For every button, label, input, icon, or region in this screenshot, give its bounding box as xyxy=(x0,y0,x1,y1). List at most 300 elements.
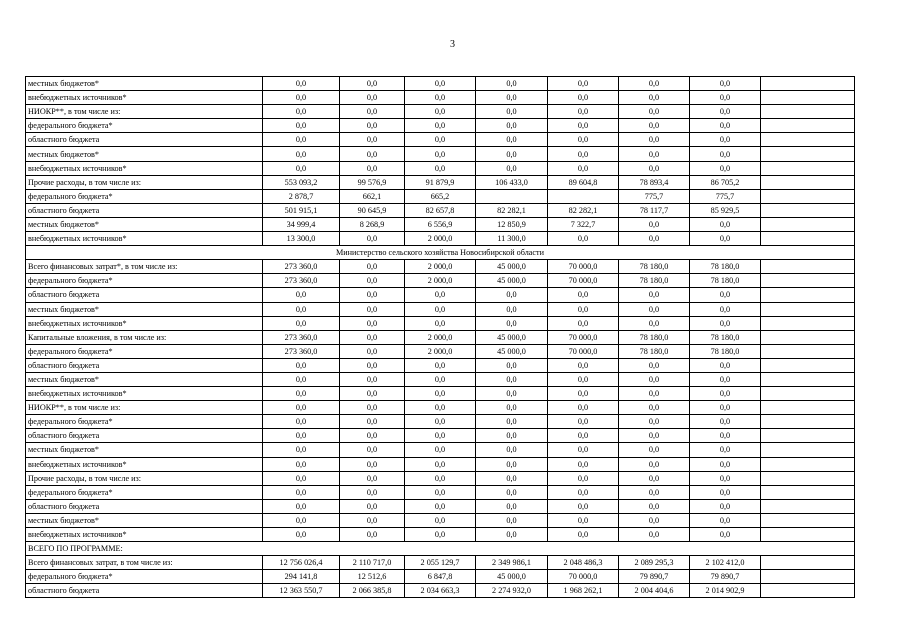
value-cell: 0,0 xyxy=(263,316,340,330)
row-label: Прочие расходы, в том числе из: xyxy=(26,471,263,485)
table-row xyxy=(26,457,855,471)
row-label: внебюджетных источников* xyxy=(26,457,263,471)
value-cell: 0,0 xyxy=(340,344,405,358)
value-cell: 2 089 295,3 xyxy=(619,556,690,570)
value-cell: 0,0 xyxy=(263,91,340,105)
value-cell: 0,0 xyxy=(476,77,548,91)
value-cell: 0,0 xyxy=(405,372,476,386)
table-row xyxy=(26,147,855,161)
value-cell: 34 999,4 xyxy=(263,217,340,231)
value-cell: 273 360,0 xyxy=(263,260,340,274)
value-cell: 0,0 xyxy=(340,485,405,499)
value-cell: 0,0 xyxy=(690,372,761,386)
value-cell: 79 890,7 xyxy=(619,570,690,584)
value-cell xyxy=(548,189,619,203)
value-cell: 2 000,0 xyxy=(405,344,476,358)
row-label: местных бюджетов* xyxy=(26,77,263,91)
value-cell: 6 556,9 xyxy=(405,217,476,231)
value-cell: 0,0 xyxy=(263,147,340,161)
row-label: федерального бюджета* xyxy=(26,189,263,203)
row-label: местных бюджетов* xyxy=(26,513,263,527)
empty-cell xyxy=(761,372,855,386)
table-row xyxy=(26,513,855,527)
value-cell: 0,0 xyxy=(263,471,340,485)
value-cell: 501 915,1 xyxy=(263,203,340,217)
value-cell: 0,0 xyxy=(619,485,690,499)
value-cell: 0,0 xyxy=(619,499,690,513)
value-cell: 0,0 xyxy=(619,232,690,246)
value-cell: 0,0 xyxy=(405,513,476,527)
value-cell: 12 512,6 xyxy=(340,570,405,584)
value-cell: 0,0 xyxy=(405,443,476,457)
value-cell: 0,0 xyxy=(476,429,548,443)
value-cell: 0,0 xyxy=(405,119,476,133)
value-cell: 0,0 xyxy=(690,133,761,147)
value-cell: 0,0 xyxy=(263,457,340,471)
value-cell: 70 000,0 xyxy=(548,260,619,274)
row-label: федерального бюджета* xyxy=(26,570,263,584)
value-cell: 0,0 xyxy=(548,105,619,119)
value-cell: 0,0 xyxy=(340,77,405,91)
value-cell: 273 360,0 xyxy=(263,274,340,288)
value-cell: 553 093,2 xyxy=(263,175,340,189)
value-cell: 78 180,0 xyxy=(619,344,690,358)
empty-cell xyxy=(761,119,855,133)
table-row xyxy=(26,443,855,457)
value-cell: 0,0 xyxy=(340,457,405,471)
row-label: внебюджетных источников* xyxy=(26,316,263,330)
value-cell: 0,0 xyxy=(263,302,340,316)
value-cell: 0,0 xyxy=(619,288,690,302)
value-cell: 90 645,9 xyxy=(340,203,405,217)
empty-cell xyxy=(761,429,855,443)
table-row xyxy=(26,372,855,386)
value-cell: 0,0 xyxy=(619,358,690,372)
value-cell: 0,0 xyxy=(690,471,761,485)
value-cell: 11 300,0 xyxy=(476,232,548,246)
value-cell: 78 180,0 xyxy=(690,260,761,274)
value-cell: 78 180,0 xyxy=(619,260,690,274)
value-cell: 0,0 xyxy=(690,105,761,119)
value-cell: 0,0 xyxy=(263,429,340,443)
value-cell: 2 102 412,0 xyxy=(690,556,761,570)
table-row xyxy=(26,203,855,217)
value-cell: 86 705,2 xyxy=(690,175,761,189)
value-cell: 2 110 717,0 xyxy=(340,556,405,570)
value-cell: 0,0 xyxy=(548,119,619,133)
value-cell: 0,0 xyxy=(548,302,619,316)
value-cell: 82 657,8 xyxy=(405,203,476,217)
table-row xyxy=(26,584,855,598)
value-cell: 0,0 xyxy=(476,316,548,330)
value-cell: 0,0 xyxy=(405,161,476,175)
value-cell: 0,0 xyxy=(476,471,548,485)
value-cell: 0,0 xyxy=(548,372,619,386)
empty-cell xyxy=(761,401,855,415)
value-cell: 70 000,0 xyxy=(548,344,619,358)
value-cell: 0,0 xyxy=(619,105,690,119)
value-cell: 0,0 xyxy=(548,161,619,175)
value-cell: 0,0 xyxy=(548,91,619,105)
row-label: внебюджетных источников* xyxy=(26,387,263,401)
value-cell: 0,0 xyxy=(263,443,340,457)
value-cell: 78 180,0 xyxy=(619,274,690,288)
row-label: федерального бюджета* xyxy=(26,344,263,358)
row-label: местных бюджетов* xyxy=(26,302,263,316)
empty-cell xyxy=(761,217,855,231)
empty-cell xyxy=(761,499,855,513)
value-cell: 82 282,1 xyxy=(548,203,619,217)
row-label: федерального бюджета* xyxy=(26,415,263,429)
value-cell: 0,0 xyxy=(405,358,476,372)
value-cell: 89 604,8 xyxy=(548,175,619,189)
empty-cell xyxy=(761,528,855,542)
value-cell: 0,0 xyxy=(690,119,761,133)
value-cell: 2 349 986,1 xyxy=(476,556,548,570)
value-cell: 2 066 385,8 xyxy=(340,584,405,598)
value-cell: 0,0 xyxy=(690,485,761,499)
value-cell: 0,0 xyxy=(405,316,476,330)
value-cell: 0,0 xyxy=(476,499,548,513)
value-cell: 0,0 xyxy=(340,302,405,316)
value-cell: 0,0 xyxy=(263,372,340,386)
value-cell: 106 433,0 xyxy=(476,175,548,189)
value-cell: 0,0 xyxy=(340,316,405,330)
value-cell: 0,0 xyxy=(619,316,690,330)
table-row xyxy=(26,387,855,401)
value-cell: 0,0 xyxy=(690,513,761,527)
value-cell: 0,0 xyxy=(548,429,619,443)
value-cell: 13 300,0 xyxy=(263,232,340,246)
value-cell: 79 890,7 xyxy=(690,570,761,584)
value-cell: 0,0 xyxy=(619,401,690,415)
value-cell: 0,0 xyxy=(690,358,761,372)
empty-cell xyxy=(761,415,855,429)
heading-row xyxy=(26,542,855,556)
value-cell: 12 850,9 xyxy=(476,217,548,231)
value-cell: 99 576,9 xyxy=(340,175,405,189)
value-cell: 0,0 xyxy=(340,443,405,457)
value-cell: 85 929,5 xyxy=(690,203,761,217)
value-cell: 0,0 xyxy=(263,288,340,302)
value-cell: 0,0 xyxy=(340,147,405,161)
value-cell: 0,0 xyxy=(548,77,619,91)
value-cell: 0,0 xyxy=(476,443,548,457)
value-cell: 0,0 xyxy=(476,401,548,415)
table-row xyxy=(26,358,855,372)
value-cell: 0,0 xyxy=(619,147,690,161)
value-cell: 0,0 xyxy=(619,513,690,527)
value-cell: 0,0 xyxy=(263,133,340,147)
value-cell: 0,0 xyxy=(476,415,548,429)
value-cell: 0,0 xyxy=(548,401,619,415)
value-cell: 0,0 xyxy=(619,161,690,175)
value-cell: 45 000,0 xyxy=(476,274,548,288)
value-cell: 0,0 xyxy=(263,77,340,91)
row-label: областного бюджета xyxy=(26,429,263,443)
value-cell: 0,0 xyxy=(405,288,476,302)
value-cell: 0,0 xyxy=(405,429,476,443)
value-cell: 0,0 xyxy=(548,471,619,485)
row-label: НИОКР**, в том числе из: xyxy=(26,401,263,415)
value-cell: 0,0 xyxy=(340,471,405,485)
table-row xyxy=(26,274,855,288)
value-cell: 78 893,4 xyxy=(619,175,690,189)
value-cell: 12 363 550,7 xyxy=(263,584,340,598)
budget-table xyxy=(25,76,855,598)
value-cell: 0,0 xyxy=(548,288,619,302)
value-cell: 0,0 xyxy=(619,119,690,133)
section-title: Министерство сельского хозяйства Новосибирской области xyxy=(26,246,855,260)
empty-cell xyxy=(761,133,855,147)
row-label: внебюджетных источников* xyxy=(26,161,263,175)
value-cell: 0,0 xyxy=(548,415,619,429)
value-cell: 0,0 xyxy=(548,358,619,372)
value-cell: 45 000,0 xyxy=(476,344,548,358)
value-cell: 0,0 xyxy=(476,485,548,499)
table-row xyxy=(26,232,855,246)
value-cell: 0,0 xyxy=(476,387,548,401)
value-cell: 0,0 xyxy=(263,105,340,119)
value-cell: 0,0 xyxy=(405,457,476,471)
value-cell: 0,0 xyxy=(476,161,548,175)
empty-cell xyxy=(761,570,855,584)
table-row xyxy=(26,429,855,443)
table-row xyxy=(26,260,855,274)
value-cell: 0,0 xyxy=(263,513,340,527)
value-cell: 0,0 xyxy=(340,161,405,175)
value-cell: 0,0 xyxy=(619,91,690,105)
value-cell: 0,0 xyxy=(340,260,405,274)
table-row xyxy=(26,302,855,316)
value-cell: 91 879,9 xyxy=(405,175,476,189)
row-label: областного бюджета xyxy=(26,358,263,372)
value-cell: 0,0 xyxy=(619,77,690,91)
table-row xyxy=(26,471,855,485)
table-row xyxy=(26,77,855,91)
row-label: местных бюджетов* xyxy=(26,147,263,161)
value-cell: 0,0 xyxy=(476,133,548,147)
value-cell: 0,0 xyxy=(405,105,476,119)
value-cell: 0,0 xyxy=(405,302,476,316)
row-label: областного бюджета xyxy=(26,499,263,513)
value-cell: 45 000,0 xyxy=(476,330,548,344)
value-cell: 2 034 663,3 xyxy=(405,584,476,598)
value-cell: 0,0 xyxy=(619,457,690,471)
value-cell: 2 000,0 xyxy=(405,274,476,288)
empty-cell xyxy=(761,77,855,91)
row-label: местных бюджетов* xyxy=(26,372,263,386)
value-cell: 0,0 xyxy=(263,401,340,415)
value-cell: 45 000,0 xyxy=(476,260,548,274)
value-cell: 0,0 xyxy=(690,302,761,316)
value-cell: 0,0 xyxy=(405,147,476,161)
value-cell: 0,0 xyxy=(340,119,405,133)
value-cell: 665,2 xyxy=(405,189,476,203)
value-cell: 0,0 xyxy=(263,358,340,372)
value-cell: 0,0 xyxy=(690,217,761,231)
value-cell: 0,0 xyxy=(340,372,405,386)
empty-cell xyxy=(761,274,855,288)
value-cell: 0,0 xyxy=(548,528,619,542)
value-cell: 0,0 xyxy=(690,499,761,513)
table-row xyxy=(26,175,855,189)
row-label: НИОКР**, в том числе из: xyxy=(26,105,263,119)
value-cell: 2 048 486,3 xyxy=(548,556,619,570)
value-cell: 0,0 xyxy=(340,105,405,119)
value-cell: 70 000,0 xyxy=(548,570,619,584)
value-cell: 2 878,7 xyxy=(263,189,340,203)
value-cell: 0,0 xyxy=(690,288,761,302)
section-row xyxy=(26,246,855,260)
value-cell: 12 756 026,4 xyxy=(263,556,340,570)
table-row xyxy=(26,401,855,415)
value-cell: 2 014 902,9 xyxy=(690,584,761,598)
table-row xyxy=(26,528,855,542)
table-row xyxy=(26,105,855,119)
value-cell: 0,0 xyxy=(548,387,619,401)
value-cell: 0,0 xyxy=(405,91,476,105)
value-cell: 0,0 xyxy=(263,387,340,401)
value-cell: 2 000,0 xyxy=(405,232,476,246)
value-cell: 0,0 xyxy=(340,358,405,372)
row-label: федерального бюджета* xyxy=(26,119,263,133)
empty-cell xyxy=(761,387,855,401)
value-cell: 1 968 262,1 xyxy=(548,584,619,598)
empty-cell xyxy=(761,358,855,372)
value-cell: 0,0 xyxy=(690,161,761,175)
value-cell: 0,0 xyxy=(263,528,340,542)
value-cell: 0,0 xyxy=(548,485,619,499)
row-label: областного бюджета xyxy=(26,288,263,302)
value-cell: 0,0 xyxy=(263,499,340,513)
value-cell: 7 322,7 xyxy=(548,217,619,231)
row-label: федерального бюджета* xyxy=(26,485,263,499)
value-cell: 6 847,8 xyxy=(405,570,476,584)
value-cell: 0,0 xyxy=(476,302,548,316)
table-row xyxy=(26,344,855,358)
value-cell: 0,0 xyxy=(690,316,761,330)
row-label: Капитальные вложения, в том числе из: xyxy=(26,330,263,344)
value-cell: 2 055 129,7 xyxy=(405,556,476,570)
table-row xyxy=(26,133,855,147)
row-label: местных бюджетов* xyxy=(26,217,263,231)
row-label: внебюджетных источников* xyxy=(26,232,263,246)
value-cell: 0,0 xyxy=(476,91,548,105)
table-row xyxy=(26,415,855,429)
empty-cell xyxy=(761,513,855,527)
value-cell: 0,0 xyxy=(340,528,405,542)
value-cell: 78 180,0 xyxy=(690,330,761,344)
row-label: федерального бюджета* xyxy=(26,274,263,288)
value-cell: 0,0 xyxy=(619,387,690,401)
value-cell: 78 180,0 xyxy=(619,330,690,344)
empty-cell xyxy=(761,584,855,598)
empty-cell xyxy=(761,260,855,274)
value-cell: 0,0 xyxy=(405,471,476,485)
value-cell: 0,0 xyxy=(619,443,690,457)
table-row xyxy=(26,119,855,133)
value-cell: 0,0 xyxy=(690,457,761,471)
empty-cell xyxy=(761,161,855,175)
value-cell: 0,0 xyxy=(405,77,476,91)
value-cell: 0,0 xyxy=(690,443,761,457)
value-cell: 2 000,0 xyxy=(405,330,476,344)
value-cell: 662,1 xyxy=(340,189,405,203)
value-cell: 775,7 xyxy=(619,189,690,203)
empty-cell xyxy=(761,471,855,485)
value-cell: 0,0 xyxy=(548,232,619,246)
value-cell: 0,0 xyxy=(548,133,619,147)
value-cell: 0,0 xyxy=(690,387,761,401)
value-cell: 0,0 xyxy=(476,105,548,119)
row-label: Всего финансовых затрат, в том числе из: xyxy=(26,556,263,570)
table-row xyxy=(26,330,855,344)
value-cell: 0,0 xyxy=(405,133,476,147)
value-cell: 273 360,0 xyxy=(263,344,340,358)
value-cell: 0,0 xyxy=(619,528,690,542)
row-label: Прочие расходы, в том числе из: xyxy=(26,175,263,189)
value-cell: 0,0 xyxy=(476,358,548,372)
value-cell: 0,0 xyxy=(690,429,761,443)
value-cell: 0,0 xyxy=(690,147,761,161)
value-cell: 0,0 xyxy=(690,415,761,429)
value-cell: 0,0 xyxy=(263,119,340,133)
value-cell: 0,0 xyxy=(690,77,761,91)
value-cell: 70 000,0 xyxy=(548,274,619,288)
empty-cell xyxy=(761,443,855,457)
value-cell: 0,0 xyxy=(619,302,690,316)
value-cell: 0,0 xyxy=(690,232,761,246)
value-cell: 0,0 xyxy=(340,133,405,147)
value-cell: 45 000,0 xyxy=(476,570,548,584)
row-label: Всего финансовых затрат*, в том числе из: xyxy=(26,260,263,274)
value-cell: 0,0 xyxy=(263,161,340,175)
value-cell: 0,0 xyxy=(340,429,405,443)
page-number: 3 xyxy=(450,39,455,50)
value-cell: 0,0 xyxy=(340,513,405,527)
value-cell: 0,0 xyxy=(263,415,340,429)
value-cell: 0,0 xyxy=(340,91,405,105)
table-row xyxy=(26,217,855,231)
value-cell: 82 282,1 xyxy=(476,203,548,217)
table-row xyxy=(26,556,855,570)
empty-cell xyxy=(761,457,855,471)
value-cell: 0,0 xyxy=(548,443,619,457)
value-cell: 0,0 xyxy=(405,528,476,542)
table-row xyxy=(26,288,855,302)
value-cell: 0,0 xyxy=(619,415,690,429)
value-cell: 0,0 xyxy=(476,372,548,386)
row-label: внебюджетных источников* xyxy=(26,91,263,105)
row-label: областного бюджета xyxy=(26,133,263,147)
value-cell: 0,0 xyxy=(340,288,405,302)
value-cell: 0,0 xyxy=(476,119,548,133)
section-heading: ВСЕГО ПО ПРОГРАММЕ: xyxy=(26,542,855,556)
empty-cell xyxy=(761,203,855,217)
table-row xyxy=(26,570,855,584)
row-label: областного бюджета xyxy=(26,584,263,598)
value-cell: 8 268,9 xyxy=(340,217,405,231)
table-row xyxy=(26,316,855,330)
empty-cell xyxy=(761,91,855,105)
table-row xyxy=(26,485,855,499)
value-cell: 0,0 xyxy=(619,133,690,147)
value-cell: 78 180,0 xyxy=(690,274,761,288)
empty-cell xyxy=(761,330,855,344)
value-cell: 0,0 xyxy=(340,415,405,429)
value-cell: 0,0 xyxy=(340,499,405,513)
